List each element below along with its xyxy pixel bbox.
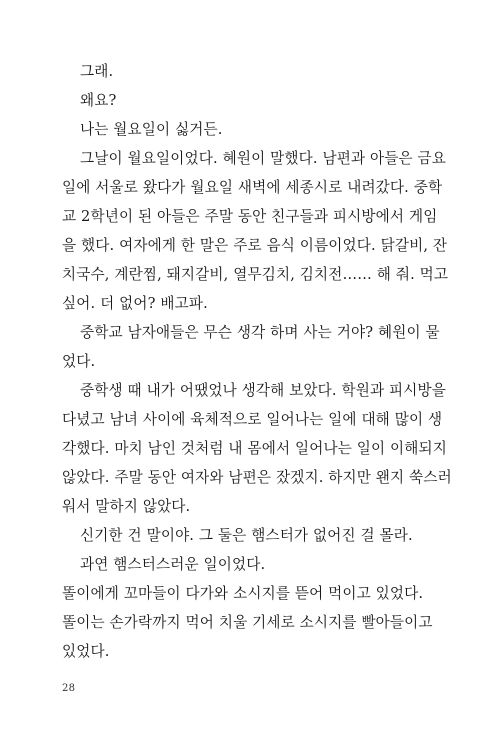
text-line: 을 했다. 여자에게 한 말은 주로 음식 이름이었다. 닭갈비, 잔 xyxy=(62,237,448,254)
text-line: 똘이는 손가락까지 먹어 치울 기세로 소시지를 빨아들이고 xyxy=(62,614,433,631)
text-line: 나는 월요일이 싫거든. xyxy=(80,121,223,138)
text-line: 중학생 때 내가 어땠었나 생각해 보았다. 학원과 피시방을 xyxy=(80,382,447,399)
text-line: 왜요? xyxy=(80,92,117,109)
text-line: 교 2학년이 된 아들은 주말 동안 친구들과 피시방에서 게임 xyxy=(62,208,438,225)
text-line: 워서 말하지 않았다. xyxy=(62,498,191,515)
text-line: 치국수, 계란찜, 돼지갈비, 열무김치, 김치전…… 해 줘. 먹고 xyxy=(62,266,449,283)
text-line: 각했다. 마치 남인 것처럼 내 몸에서 일어나는 일이 이해되지 xyxy=(62,440,448,457)
text-line: 중학교 남자애들은 무슨 생각 하며 사는 거야? 혜원이 물 xyxy=(80,324,440,341)
text-line: 그래. xyxy=(80,63,114,80)
text-line: 다녔고 남녀 사이에 육체적으로 일어나는 일에 대해 많이 생 xyxy=(62,411,443,428)
text-line: 신기한 건 말이야. 그 둘은 햄스터가 없어진 걸 몰라. xyxy=(80,527,413,544)
page-number: 28 xyxy=(62,683,76,694)
text-line: 있었다. xyxy=(62,643,110,660)
text-line: 과연 햄스터스러운 일이었다. xyxy=(80,556,266,573)
text-line: 않았다. 주말 동안 여자와 남편은 잤겠지. 하지만 왠지 쑥스러 xyxy=(62,469,452,486)
text-line: 었다. xyxy=(62,353,96,370)
text-line: 싶어. 더 없어? 배고파. xyxy=(62,295,208,312)
text-line: 그날이 월요일이었다. 혜원이 말했다. 남편과 아들은 금요 xyxy=(80,150,447,167)
text-line: 일에 서울로 왔다가 월요일 새벽에 세종시로 내려갔다. 중학 xyxy=(62,179,443,196)
text-line: 똘이에게 꼬마들이 다가와 소시지를 뜯어 먹이고 있었다. xyxy=(62,585,424,602)
